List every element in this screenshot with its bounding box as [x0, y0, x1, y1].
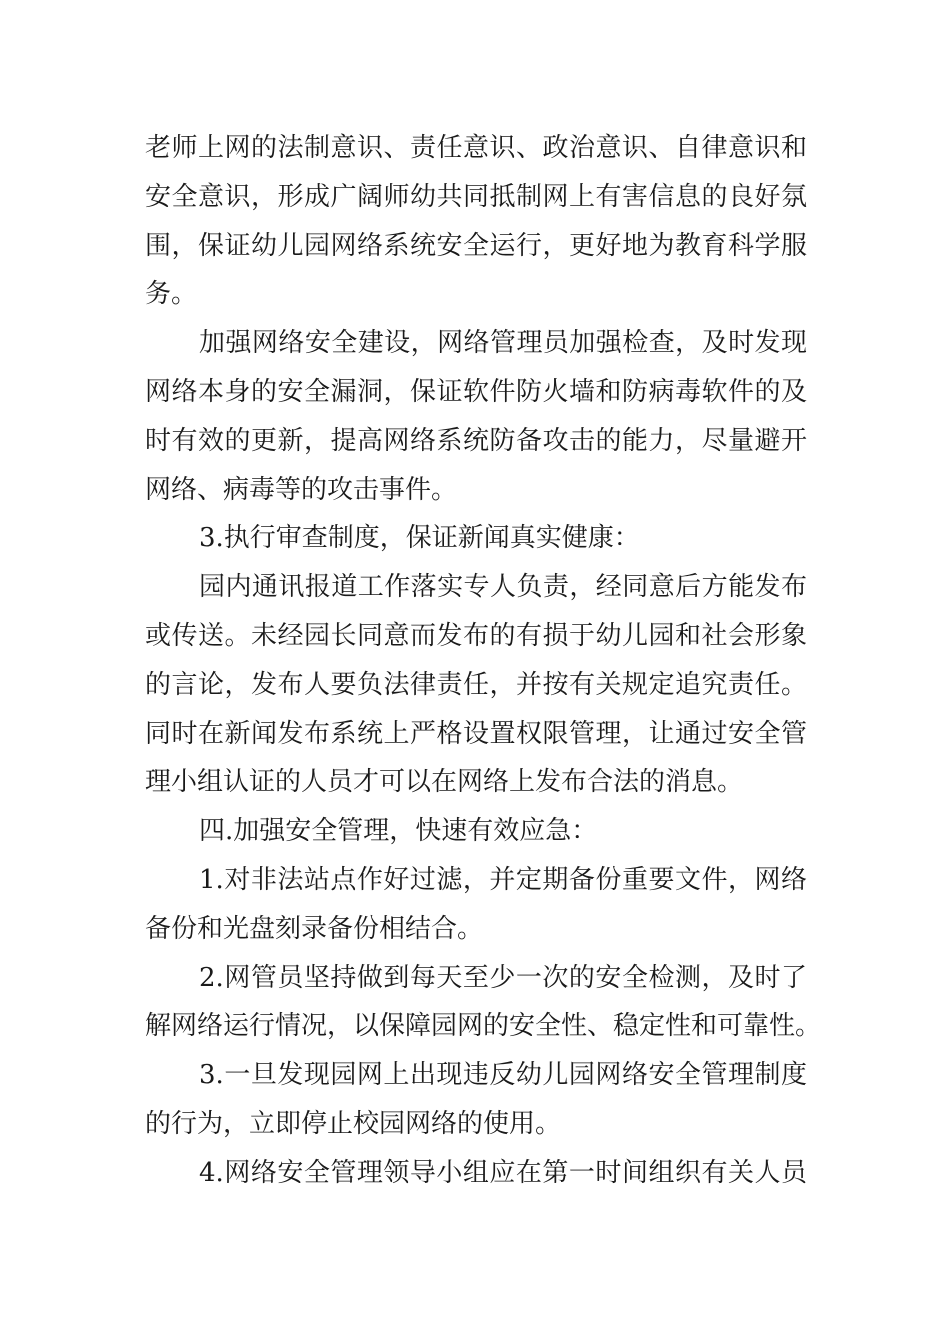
text-line: 园内通讯报道工作落实专人负责，经同意后方能发布 [199, 572, 807, 603]
text-line: 时有效的更新，提高网络系统防备攻击的能力，尽量避开 [145, 425, 807, 456]
text-line: 的言论，发布人要负法律责任，并按有关规定追究责任。 [145, 669, 807, 700]
section-heading: 四.加强安全管理，快速有效应急： [199, 816, 598, 847]
text-line: 加强网络安全建设，网络管理员加强检查，及时发现 [199, 328, 807, 359]
list-item-line: 1.对非法站点作好过滤，并定期备份重要文件，网络 [199, 864, 807, 895]
section-heading: 3.执行审查制度，保证新闻真实健康： [199, 523, 640, 554]
list-item-line: 的行为，立即停止校园网络的使用。 [145, 1108, 562, 1139]
text-line: 或传送。未经园长同意而发布的有损于幼儿园和社会形象 [145, 620, 807, 651]
list-item-line: 解网络运行情况，以保障园网的安全性、稳定性和可靠性。 [145, 1011, 822, 1042]
text-line: 同时在新闻发布系统上严格设置权限管理，让通过安全管 [145, 718, 807, 749]
text-line: 老师上网的法制意识、责任意识、政治意识、自律意识和 [145, 133, 807, 163]
text-line: 安全意识，形成广阔师幼共同抵制网上有害信息的良好氛 [145, 181, 807, 212]
text-line: 网络、病毒等的攻击事件。 [145, 474, 458, 505]
list-item-line: 2.网管员坚持做到每天至少一次的安全检测，及时了 [199, 962, 807, 993]
list-item-line: 4.网络安全管理领导小组应在第一时间组织有关人员 [199, 1157, 807, 1188]
document-body [145, 124, 822, 1198]
text-line: 网络本身的安全漏洞，保证软件防火墙和防病毒软件的及 [145, 376, 807, 407]
text-line: 围，保证幼儿园网络系统安全运行，更好地为教育科学服 [145, 230, 807, 261]
text-line: 务。 [145, 279, 198, 310]
text-line: 理小组认证的人员才可以在网络上发布合法的消息。 [145, 767, 744, 798]
list-item-line: 3.一旦发现园网上出现违反幼儿园网络安全管理制度 [199, 1060, 807, 1091]
list-item-line: 备份和光盘刻录备份相结合。 [145, 913, 484, 944]
